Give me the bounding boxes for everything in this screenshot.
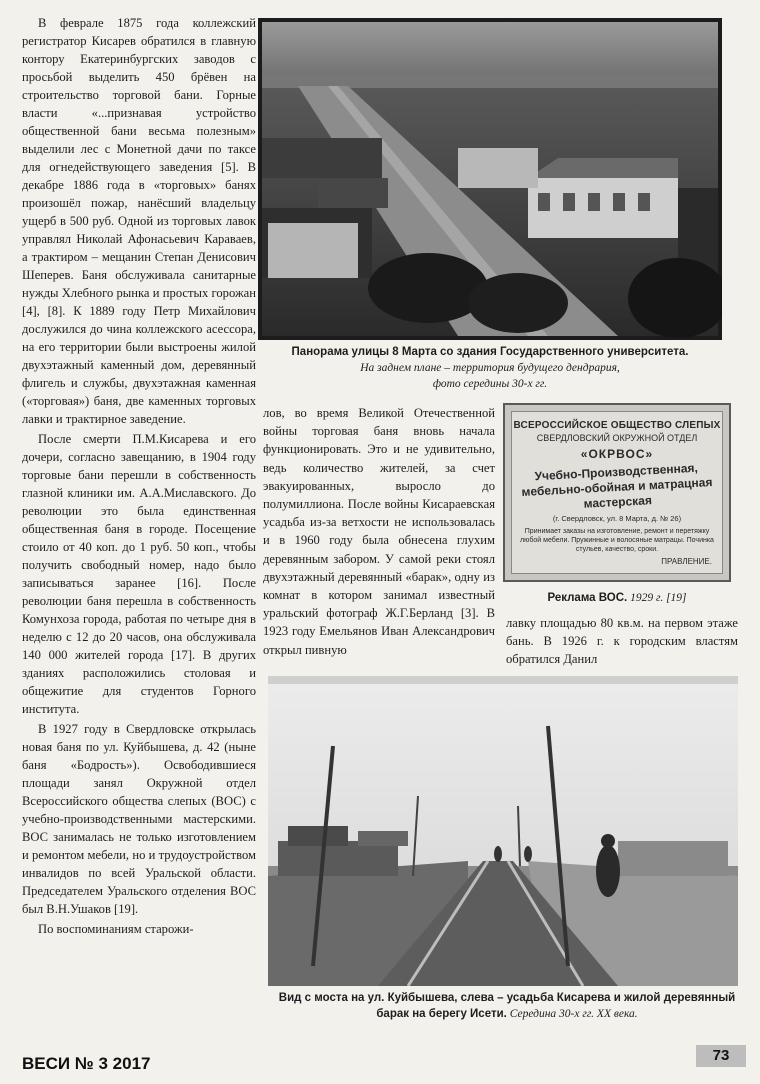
paragraph: В феврале 1875 года коллежский регистратор Кисарев обратился в главную контору Екатеринбургских заводов с просьбой выделить 450 брёвен на строительство торговой бани. Горные власти «...признавая устройство общественной бани весьма полезным» выделили лес с Монетной дачи по таксе для огнедействующего заведения [5]. В декабре 1886 года в «торговых» банях произошёл пожар, нанёсший владельцу ущерб в 500 руб. Одной из торговых лавок управлял Николай Афонасьевич Караваев, а трактиром – мещанин Степан Денисович Шеперев. Баня обслуживала санитарные нужды Хлебного рынка и простых горожан [4], [8]. К 1889 году Петр Михайлович дослужился до чина коллежского асессора, на его территории были выстроены жилой двухэтажный каменный дом, деревянный флигель и службы, двухэтажная каменная («торговая») баня, две каменных торговых лавки и трактирное заведение. — [22, 16, 256, 426]
caption-title: Реклама ВОС. — [547, 592, 628, 604]
advert-image — [503, 403, 731, 582]
advert-headline: Учебно-Производственная, мебельно-обойная и матрацная мастерская — [521, 460, 713, 511]
advert-body: Принимает заказы на изготовление, ремонт и перетяжку любой мебели. Пружинные и волосяные матрацы. Починка стульев, качество, сроки. — [520, 528, 714, 553]
caption-note: фото середины 30-х гг. — [432, 378, 548, 390]
advert-name: «ОКРВОС» — [580, 447, 654, 461]
bridge-caption — [268, 990, 746, 1022]
paragraph: В 1927 году в Свердловске открылась новая баня по ул. Куйбышева, д. 42 (ныне баня «Бодрость»). Освободившиеся площади занял Окружной отдел Всероссийского общества слепых (ВОС) с учебно-производственными мастерскими. ВОС занималась не только изготовлением и ремонтом мебели, но и трудоустройством инвалидов по всей Уральской области. Председателем Уральского отделения ВОС был В.Н.Ушаков [19]. — [22, 722, 256, 916]
advert-caption — [503, 590, 731, 606]
caption-note: Середина 30-х гг. XX века. — [509, 1008, 638, 1020]
paragraph: После смерти П.М.Кисарева и его дочери, согласно завещанию, в 1904 году торговые бани перешли в собственность глазной клиники им. А.А.Миславского. До революции это была единственная общественная баня в городе. Посещение стоило от 40 коп. до 1 руб. 50 коп., чтобы получить свободный номер, надо было записываться заранее [16]. После революции баня перешла в собственность Комунхоза города, работая по четыре дня в неделю с 12 до 20 часов, она обслуживала 140 000 жителей города [17]. В других зданиях расположились столовая и общежитие для студентов Горного института. — [22, 432, 256, 716]
advert-org: ВСЕРОССИЙСКОЕ ОБЩЕСТВО СЛЕПЫХ — [513, 420, 721, 431]
advert-address: (г. Свердловск, ул. 8 Марта, д. № 26) — [552, 514, 682, 523]
advert-dept: СВЕРДЛОВСКИЙ ОКРУЖНОЙ ОТДЕЛ — [536, 433, 698, 443]
advert-sign — [511, 411, 723, 574]
caption-title: Панорама улицы 8 Марта со здания Государственного университета. — [291, 346, 689, 358]
caption-note: На заднем плане – территория будущего дендрария, — [360, 362, 620, 374]
paragraph: По воспоминаниям старожи- — [38, 922, 194, 936]
caption-note: 1929 г. [19] — [630, 592, 687, 604]
right-column-text: лавку площадью 80 кв.м. на первом этаже бань. В 1926 г. к городским властям обратился Данил — [506, 616, 738, 667]
caption-title: Вид с моста на ул. Куйбышева, слева – усадьба Кисарева и жилой деревянный барак на берегу Исети. — [278, 992, 736, 1020]
panorama-photo — [258, 18, 722, 340]
middle-column-text: лов, во время Великой Отечественной войны торговая баня вновь начала функционировать. Это и не удивительно, ведь количество жителей, за счет эвакуированных, выросло до полумиллиона. После войны Кисараевская усадьба из-за ветхости не использовалась и в 1960 году была обнесена глухим деревянным забором. У самой реки стоял двухэтажный деревянный «барак», одну из комнат в котором занимал известный уральский фотограф Ж.Г.Берланд [3]. В 1923 году Емельянов Иван Александрович открыл пивную — [263, 406, 495, 657]
magazine-issue: ВЕСИ № 3 2017 — [22, 1054, 151, 1073]
panorama-caption — [258, 344, 722, 392]
advert-signature: ПРАВЛЕНИЕ. — [661, 557, 712, 566]
bridge-photo — [268, 676, 738, 986]
page-number: 73 — [696, 1045, 746, 1067]
left-column-text — [22, 14, 256, 938]
